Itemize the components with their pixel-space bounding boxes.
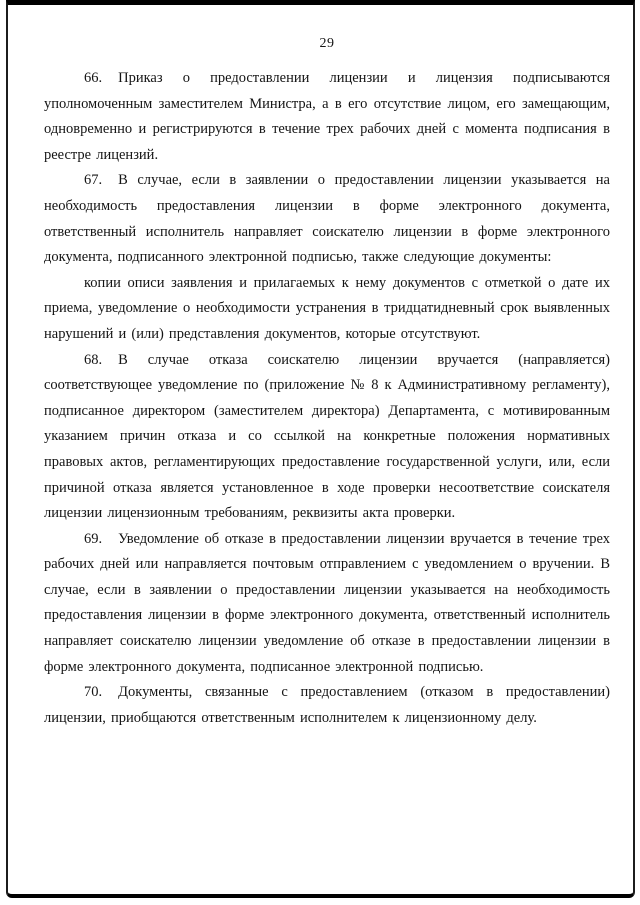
paragraph-text: В случае отказа соискателю лицензии вручается (направляется) соответствующее уведомление по (приложение № 8 к Административному регламенту), подписанное директором (заместителем директора) Департамента, с мотивированным указанием причин отказа и со ссылкой на конкретные положения нормативных правовых актов, регламентирующих предоставление государственной услуги, или, если причиной отказа является установленное в ходе проверки несоответствие соискателя лицензии лицензионным требованиям, реквизиты акта проверки. xyxy=(44,351,610,522)
paragraph-text: Документы, связанные с предоставлением (отказом в предоставлении) лицензии, приобщаются ответственным исполнителем к лицензионному делу. xyxy=(44,684,610,726)
paragraph xyxy=(44,66,610,168)
paragraph-text: копии описи заявления и прилагаемых к нему документов с отметкой о дате их приема, уведомление о необходимости устранения в тридцатидневный срок выявленных нарушений и (или) представления документов, которые отсутствуют. xyxy=(44,274,610,342)
paragraph xyxy=(44,348,610,527)
paragraph xyxy=(44,271,610,348)
page-number: 29 xyxy=(319,36,335,51)
paragraph-text: Уведомление об отказе в предоставлении лицензии вручается в течение трех рабочих дней или направляется почтовым отправлением с уведомлением о вручении. В случае, если в заявлении о предоставлении лицензии указывается на необходимость предоставления лицензии в форме электронного документа, ответственный исполнитель направляет соискателю лицензии уведомление об отказе в предоставлении лицензии в форме электронного документа, подписанное электронной подписью. xyxy=(44,530,610,675)
paragraph xyxy=(44,168,610,270)
paragraph-number: 70. xyxy=(84,684,103,701)
paragraph-number: 68. xyxy=(84,351,103,368)
page-content xyxy=(44,36,610,731)
paragraph xyxy=(44,680,610,731)
paragraph-number: 69. xyxy=(84,530,103,547)
paragraph-number: 67. xyxy=(84,172,103,189)
paragraph-number: 66. xyxy=(84,70,103,86)
paragraph-text: В случае, если в заявлении о предоставлении лицензии указывается на необходимость предоставления лицензии в форме электронного документа, ответственный исполнитель направляет соискателю лицензии в форме электронного документа, подписанного электронной подписью, также следующие документы: xyxy=(44,172,610,266)
paragraph-text: Приказ о предоставлении лицензии и лицензия подписываются уполномоченным заместителем Министра, а в его отсутствие лицом, его замещающим, одновременно и регистрируются в течение трех рабочих дней с момента подписания в реестре лицензий. xyxy=(44,70,610,163)
paragraph xyxy=(44,527,610,681)
